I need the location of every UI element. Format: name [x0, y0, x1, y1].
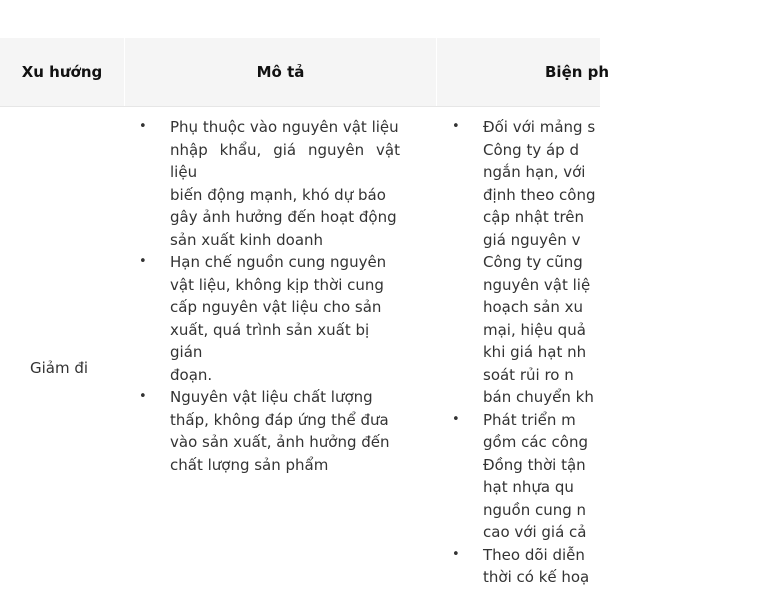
solution-line: mại, hiệu quả — [483, 320, 586, 339]
solution-line: Theo dõi diễn — [483, 545, 585, 564]
solution-line: Phát triển m — [483, 410, 576, 429]
description-line: gây ảnh hưởng đến hoạt động — [170, 208, 397, 226]
bullet-icon: • — [452, 546, 460, 562]
description-line: sản xuất kinh doanh — [170, 230, 324, 249]
description-line: Nguyên vật liệu chất lượng — [170, 388, 373, 406]
solution-line: Công ty áp d — [483, 140, 579, 159]
solution-line: hạt nhựa qu — [483, 478, 574, 496]
description-line: vật liệu, không kịp thời cung — [170, 275, 384, 294]
description-line: Phụ thuộc vào nguyên vật liệu — [170, 118, 399, 136]
solution-line: giá nguyên v — [483, 230, 581, 249]
header-cell-trend — [0, 38, 124, 106]
header-trend: Xu hướng — [21, 63, 103, 81]
solution-line: định theo công — [483, 185, 596, 204]
description-list — [139, 116, 400, 476]
header-bottom-border — [0, 106, 600, 107]
solution-item — [452, 409, 783, 544]
solution-line: Đối với mảng s — [483, 118, 596, 136]
solution-line: soát rủi ro n — [483, 365, 574, 384]
header-cell-description — [125, 38, 436, 106]
description-line: xuất, quá trình sản xuất bị gián — [170, 320, 370, 361]
solution-line: bán chuyển kh — [483, 388, 594, 406]
solution-line: cao với giá cả — [483, 523, 587, 541]
header-cell-solution — [437, 38, 610, 106]
solution-item — [452, 116, 783, 409]
description-item — [139, 251, 400, 386]
solution-line: ngắn hạn, với — [483, 163, 586, 181]
solution-clip — [437, 112, 600, 600]
trend-value: Giảm đi — [30, 359, 89, 377]
header-solution: Biện ph — [545, 63, 610, 81]
bullet-icon: • — [139, 119, 147, 134]
solution-line: nguyên vật liệ — [483, 275, 591, 294]
description-line: cấp nguyên vật liệu cho sản — [170, 298, 382, 316]
bullet-icon: • — [139, 389, 147, 404]
description-line: Hạn chế nguồn cung nguyên — [170, 253, 387, 271]
solution-item — [452, 544, 783, 589]
header-description: Mô tả — [256, 63, 305, 81]
solution-line: hoạch sản xu — [483, 298, 584, 316]
description-line: thấp, không đáp ứng thể đưa — [170, 410, 389, 429]
solution-list — [452, 116, 783, 589]
solution-line: gồm các công — [483, 433, 588, 451]
solution-line: Công ty cũng — [483, 253, 583, 271]
description-line: đoạn. — [170, 365, 213, 384]
description-line: vào sản xuất, ảnh hưởng đến — [170, 433, 390, 451]
solution-line: Đồng thời tận — [483, 455, 586, 474]
description-item — [139, 116, 400, 251]
solution-line: thời có kế hoạ — [483, 568, 590, 586]
bullet-icon: • — [139, 254, 147, 269]
description-line: chất lượng sản phẩm — [170, 455, 329, 474]
solution-line: nguồn cung n — [483, 500, 587, 519]
solution-line: khi giá hạt nh — [483, 343, 587, 361]
description-line: nhập khẩu, giá nguyên vật liệu — [170, 140, 400, 181]
description-item — [139, 386, 400, 476]
bullet-icon: • — [452, 119, 460, 134]
solution-line: cập nhật trên — [483, 208, 585, 226]
bullet-icon: • — [452, 411, 460, 427]
description-line: biến động mạnh, khó dự báo — [170, 185, 386, 204]
